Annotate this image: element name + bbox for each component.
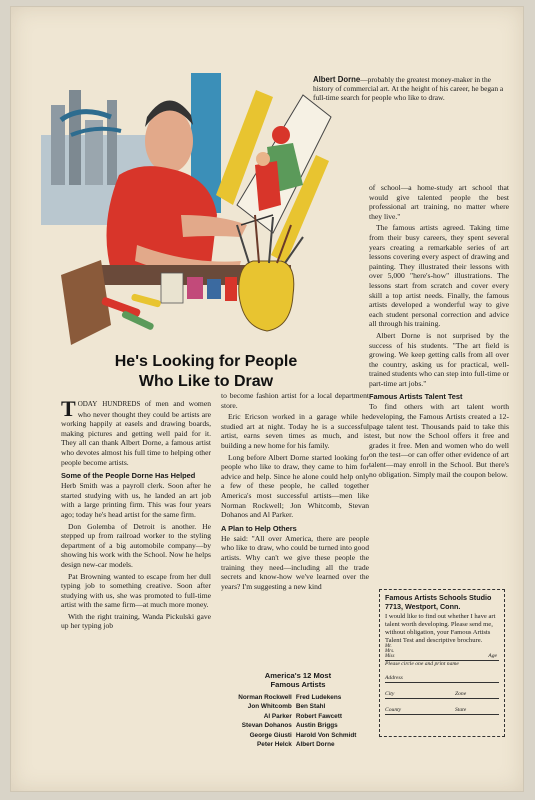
intro-paragraph: Today hundreds of men and women who never thought they could be artists are working happily at easels and drawing boards, making pictures and getting well paid for it. They all can thank Albert Dorne, a famous artist who devotes almost his full time to helping other people become artists. — [61, 396, 211, 467]
headline-line-2: Who Like to Draw — [138, 373, 274, 390]
artists-table — [225, 693, 371, 751]
address-field[interactable]: Address — [385, 671, 499, 683]
artist-name: Robert Fawcett — [295, 712, 342, 720]
artist-name: Austin Briggs — [295, 722, 338, 730]
name-field[interactable]: Mr. Mrs. Miss Age — [385, 644, 497, 660]
subhead-talent-test: Famous Artists Talent Test — [369, 392, 463, 402]
artist-illustration — [41, 65, 361, 355]
paragraph: With the right training, Wanda Pickulski gave up her typing job — [61, 611, 211, 631]
city-zone-field[interactable]: City Zone — [385, 687, 499, 699]
artist-name: Fred Ludekens — [295, 693, 342, 701]
artist-name: Ben Stahl — [295, 703, 326, 711]
famous-artists-list — [225, 671, 371, 751]
paragraph: of school—a home-study art school that would give talented people the best professional art training, no matter where they live." — [369, 183, 509, 221]
caption-name: Albert Dorne — [313, 75, 361, 84]
artist-name: Norman Rockwell — [238, 693, 292, 701]
illustration-caption — [313, 75, 505, 103]
caption-text: —probably the greatest money-maker in the history of commercial art. At the height of his career, he began a full-time search for people who like to draw. — [313, 75, 504, 103]
headline-line-1: He's Looking for People — [114, 353, 298, 370]
paragraph: Don Golemba of Detroit is another. He stepped up from railroad worker to the styling department of a big automobile company—by showing his work with the School. Now he helps design new-car models. — [61, 521, 211, 569]
article-column-2 — [221, 391, 369, 593]
magazine-page — [10, 6, 524, 792]
artist-name: Al Parker — [263, 712, 292, 720]
coupon-note: Please circle one and print name — [385, 661, 459, 668]
artist-row — [225, 693, 371, 703]
artist-name: Albert Dorne — [295, 741, 335, 749]
artist-name: George Giusti — [249, 731, 292, 739]
coupon-title: Famous Artists Schools Studio 7713, Westport, Conn. — [385, 593, 492, 611]
county-state-field[interactable]: County State — [385, 703, 499, 715]
artist-row — [225, 741, 371, 751]
artist-name: Stevan Dohanos — [241, 722, 292, 730]
subhead-plan: A Plan to Help Others — [221, 523, 297, 533]
paragraph: Albert Dorne is not surprised by the success of his students. "The art field is growing. We keep getting calls from all over the country, asking us for practical, well-trained students who can step into full-time or part-time art jobs." — [369, 330, 509, 388]
paragraph: Pat Browning wanted to escape from her dull typing job to something creative. Soon after studying with us, she was promoted to full-time artist with the same firm—at much more money. — [61, 571, 211, 610]
paragraph: Herb Smith was a payroll clerk. Soon after he started studying with us, he landed an art job with a large printing firm. This was four years ago; today he's head artist for the same firm. — [61, 481, 211, 519]
page-headline — [41, 352, 371, 392]
mail-coupon — [379, 589, 505, 737]
artist-row — [225, 712, 371, 722]
drop-cap: T — [61, 396, 76, 421]
article-column-1 — [61, 396, 211, 633]
artist-name: Peter Helck — [257, 741, 292, 749]
artists-title-1: America's 12 Most — [264, 671, 332, 680]
artist-row — [225, 703, 371, 713]
paragraph: Long before Albert Dorne started looking for people who like to draw, they came to him for advice and help. Since he alone could help only a few of these people, he called together America's most successful artists—men like Norman Rockwell; Jon Whitcomb, Stevan Dohanos and Al Parker. — [221, 452, 369, 520]
artist-name: Jon Whitcomb — [247, 703, 292, 711]
paragraph: He said: "All over America, there are people who like to draw, who could be turned into good artists. Why can't we give these people the training they need—including all the trade secrets and know-how we've learned over the years? I'm suggesting a new kind — [221, 533, 369, 591]
artists-title-2: Famous Artists — [270, 680, 326, 689]
subhead-helped: Some of the People Dorne Has Helped — [61, 471, 196, 481]
article-column-3 — [369, 183, 509, 481]
paragraph: to become fashion artist for a local department store. — [221, 391, 369, 410]
paragraph: Eric Ericson worked in a garage while he studied art at night. Today he is a successful artist, earns seven times as much, and is building a new home for his family. — [221, 412, 369, 450]
easel — [216, 90, 331, 263]
artist-name: Harold Von Schmidt — [295, 731, 357, 739]
paragraph: The famous artists agreed. Taking time from their busy careers, they spent several years creating a remarkable series of art lessons covering every aspect of drawing and painting. They illustrated their lessons with over 5,000 "here's-how" illustrations. The lessons start from scratch and cover every skill a top artist needs. Finally, the famous artists developed a wonderful way to give each student personal correction and advice all through his training. — [369, 223, 509, 329]
artist-row — [225, 731, 371, 741]
paragraph: To find others with art talent worth developing, the Famous Artists created a 12-page talent test. Thousands paid to take this test, but now the School offers it free and grades it free. Men and women who do well on the test—or can offer other evidence of art talent—may enroll in the School. But there's no obligation. Simply mail the coupon below. — [369, 402, 509, 479]
coupon-body: I would like to find out whether I have art talent worth developing. Please send me, without obligation, your Famous Artists Talent Test and descriptive brochure. — [385, 613, 496, 645]
artist-row — [225, 722, 371, 732]
